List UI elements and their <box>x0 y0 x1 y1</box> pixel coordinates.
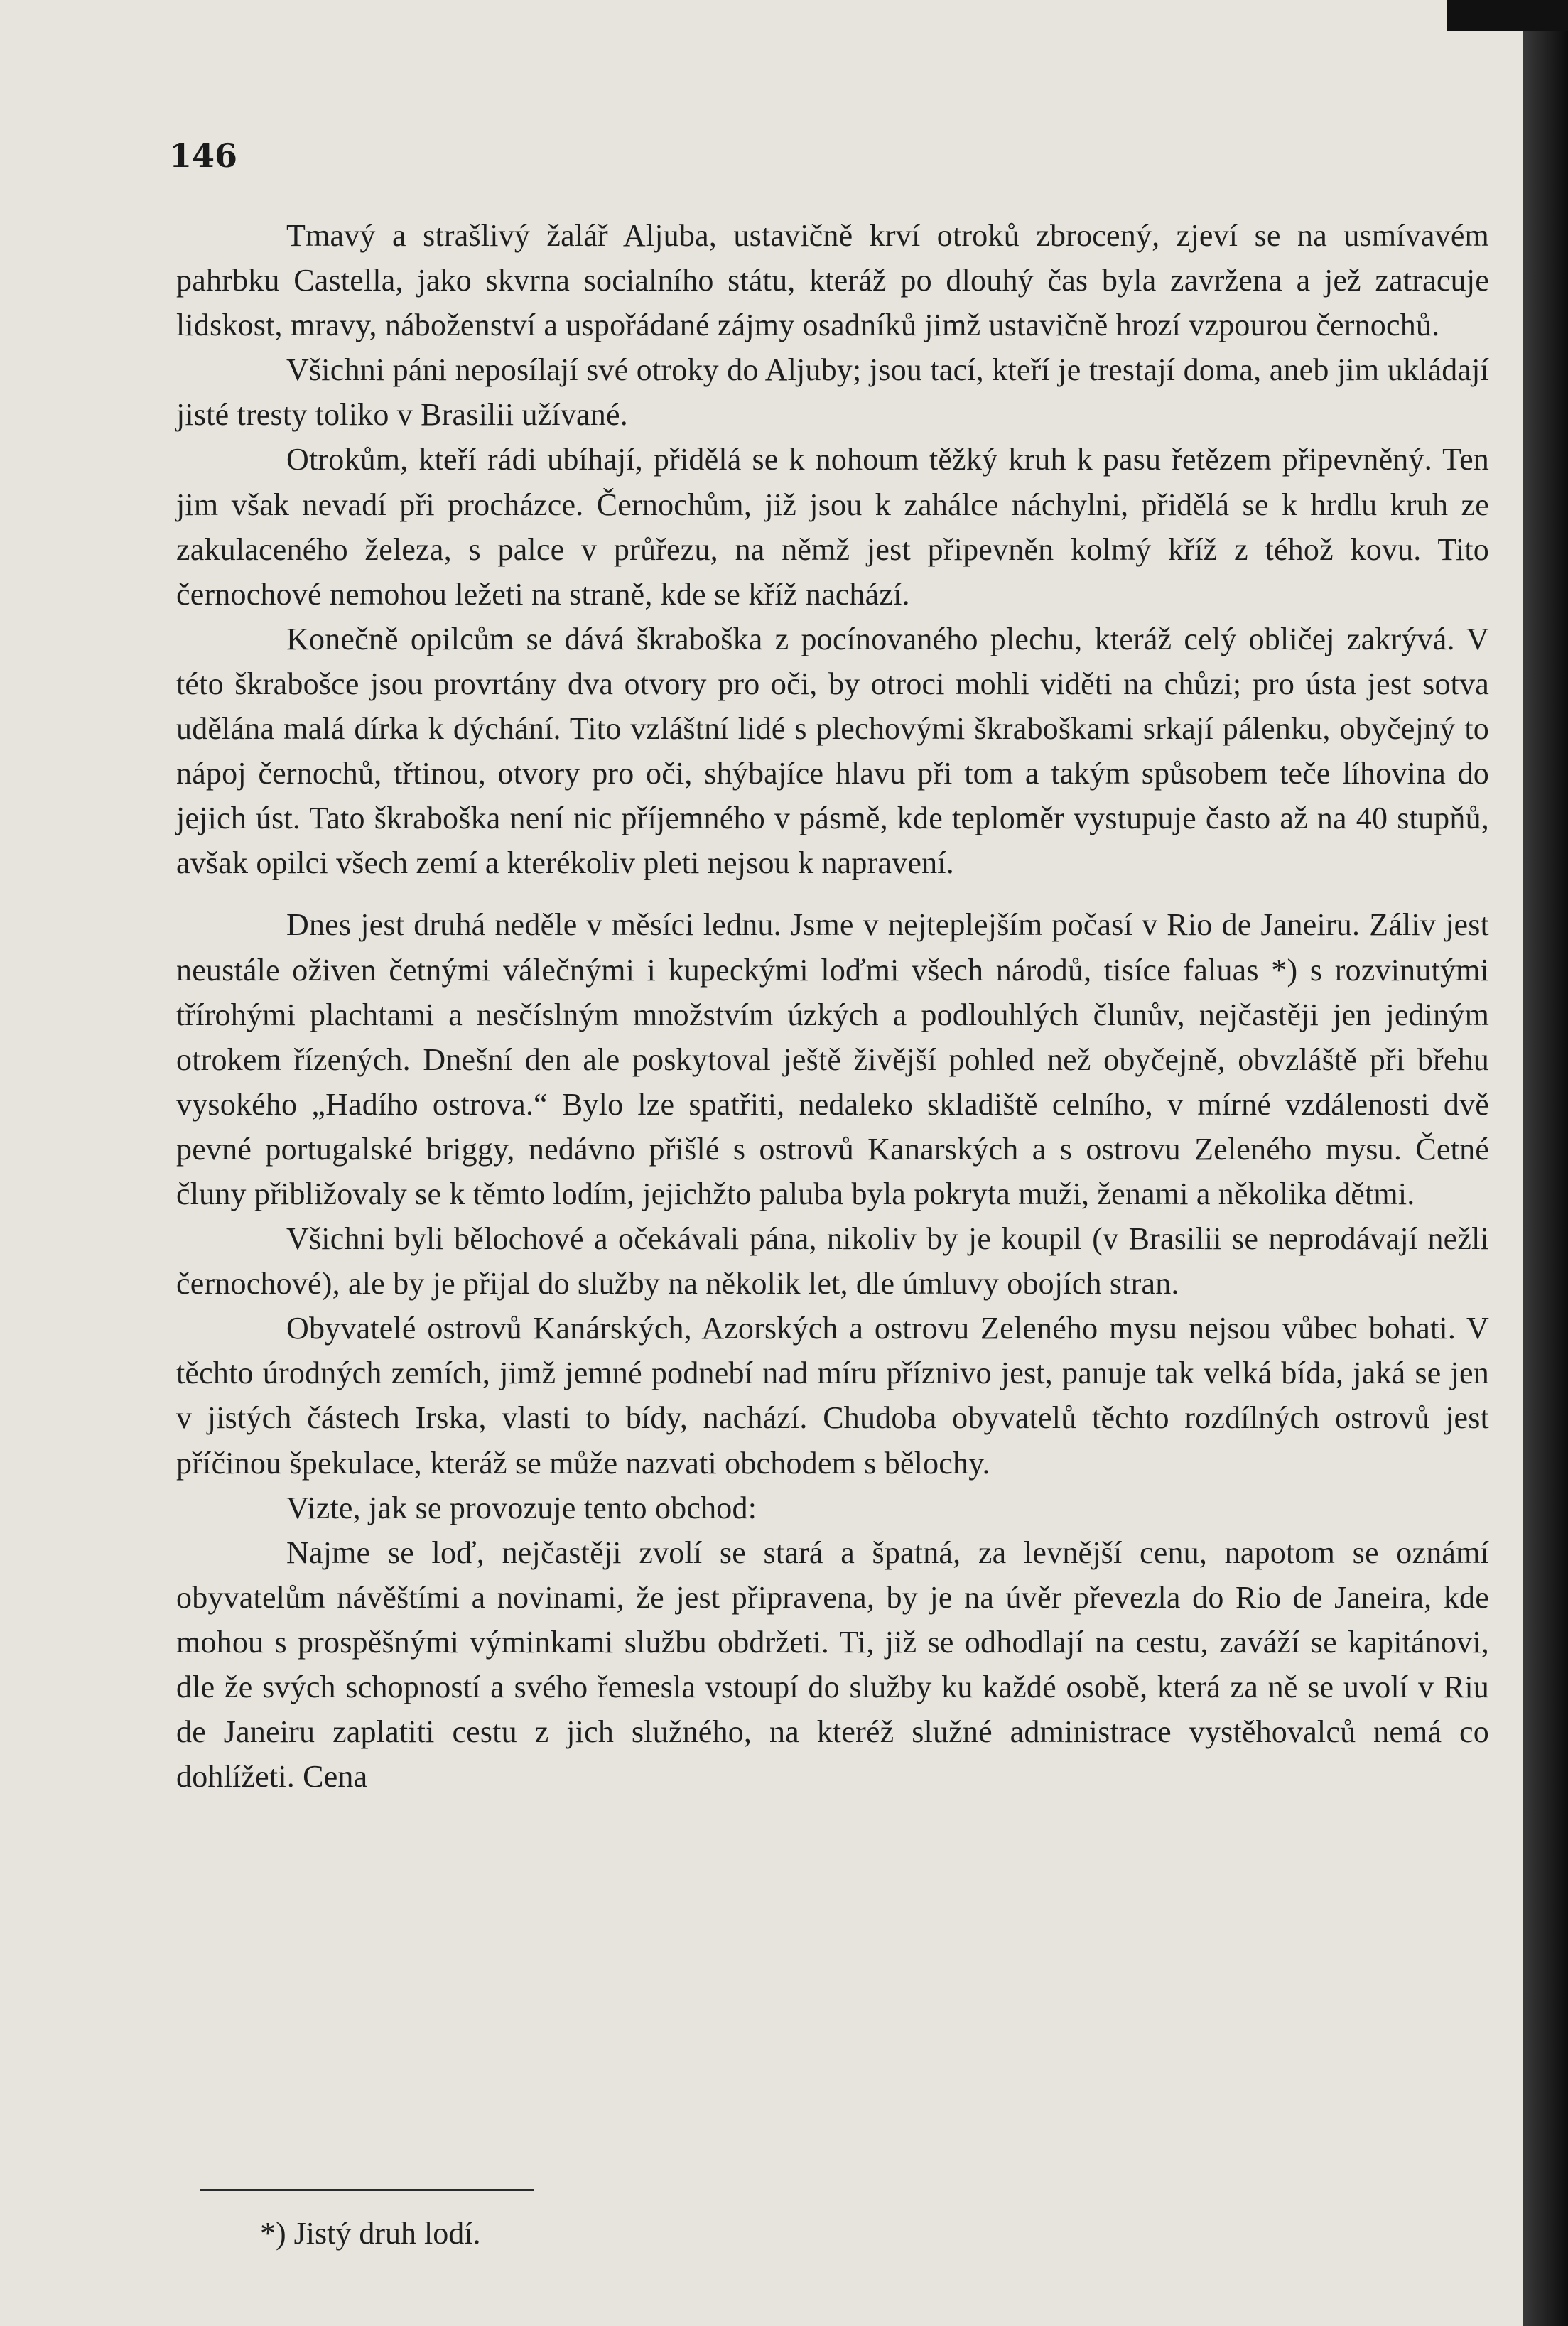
paragraph: Najme se loď, nejčastěji zvolí se stará a špatná, za levnější cenu, napotom se oznámí obyvatelům návěštími a novinami, že jest připravena, by je na úvěr převezla do Rio de Janeira, kde mohou s prospěšnými výminkami službu obdržeti. Ti, již se odhodlají na cestu, zaváží se kapitánovi, dle že svých schopností a svého řemesla vstoupí do služby ku každé osobě, která za ně se uvolí v Riu de Janeiru zaplatiti cestu z jich služného, na kteréž služné administrace vystěhovalců nemá co dohlížeti. Cena <box>176 1535 1489 1795</box>
paragraph: Obyvatelé ostrovů Kanárských, Azorských a ostrovu Zeleného mysu nejsou vůbec bohati. V těchto úrodných zemích, jimž jemné podnebí nad míru příznivo jest, panuje tak velká bída, jaká se jen v jistých částech Irska, vlasti to bídy, nachází. Chudoba obyvatelů těchto rozdílných ostrovů jest příčinou špekulace, kteráž se může nazvati obchodem s bělochy. <box>176 1311 1489 1481</box>
paragraph: Všichni páni neposílají své otroky do Aljuby; jsou tací, kteří je trestají doma, aneb jim ukládají jisté tresty toliko v Brasilii užívané. <box>176 352 1489 433</box>
page-number: 146 <box>169 136 238 175</box>
paragraph: Tmavý a strašlivý žalář Aljuba, ustavičně krví otroků zbrocený, zjeví se na usmívavém pahrbku Castella, jako skvrna socialního státu, kteráž po dlouhý čas byla zavržena a jež zatracuje lidskost, mravy, náboženství a uspořádané zájmy osadníků jimž ustavičně hrozí vzpourou černochů. <box>176 218 1489 343</box>
footnote-rule <box>200 2189 534 2191</box>
paragraph: Dnes jest druhá neděle v měsíci lednu. Jsme v nejteplejším počasí v Rio de Janeiru. Záliv jest neustále oživen četnými válečnými i kupeckými loďmi všech národů, tisíce faluas *) s rozvinutými třírohými plachtami a nesčíslným množstvím úzkých a podlouhlých člunův, nejčastěji jen jediným otrokem řízených. Dnešní den ale poskytoval ještě živější pohled než obyčejně, obvzláště při břehu vysokého „Hadího ostrova.“ Bylo lze spatřiti, nedaleko skladiště celního, v mírné vzdálenosti dvě pevné portugalské briggy, nedávno přišlé s ostrovů Kanarských a s ostrovu Zeleného mysu. Četné čluny přibližovaly se k těmto lodím, jejichžto paluba byla pokryta muži, ženami a několika dětmi. <box>176 907 1489 1211</box>
paragraph: Konečně opilcům se dává škraboška z pocínovaného plechu, kteráž celý obličej zakrývá. V této škrabošce jsou provrtány dva otvory pro oči, by otroci mohli viděti na chůzi; pro ústa jest sotva udělána malá dírka k dýchání. Tito vzláštní lidé s plechovými škraboškami srkají pálenku, obyčejný to nápoj černochů, třtinou, otvory pro oči, shýbajíce hlavu při tom a takým spůsobem teče líhovina do jejich úst. Tato škraboška není nic příjemného v pásmě, kde teploměr vystupuje často až na 40 stupňů, avšak opilci všech zemí a kterékoliv pleti nejsou k napravení. <box>176 621 1489 881</box>
paragraph: Otrokům, kteří rádi ubíhají, přidělá se k nohoum těžký kruh k pasu řetězem připevněný. Ten jim však nevadí při procházce. Černochům, již jsou k zahálce náchylni, přidělá se k hrdlu kruh ze zakulaceného železa, s palce v průřezu, na němž jest připevněn kolmý kříž z téhož kovu. Tito černochové nemohou ležeti na straně, kde se kříž nachází. <box>176 442 1489 612</box>
footnote: *) Jistý druh lodí. <box>260 2216 481 2251</box>
body-text <box>176 213 1489 1799</box>
paragraph: Všichni byli bělochové a očekávali pána, nikoliv by je koupil (v Brasilii se neprodávají nežli černochové), ale by je přijal do služby na několik let, dle úmluvy obojích stran. <box>176 1221 1489 1302</box>
binding-shadow <box>1447 0 1568 31</box>
paragraph: Vizte, jak se provozuje tento obchod: <box>286 1490 757 1525</box>
book-binding-edge <box>1523 0 1568 2326</box>
